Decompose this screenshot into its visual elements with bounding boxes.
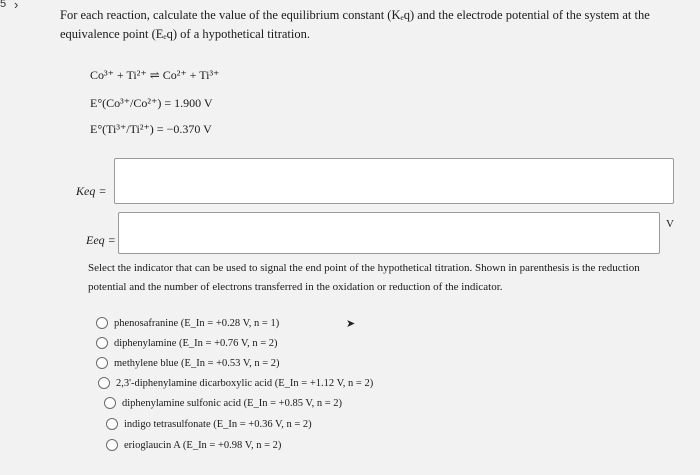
eeq-input[interactable] bbox=[118, 212, 660, 254]
option-label: diphenylamine (E_In = +0.76 V, n = 2) bbox=[114, 337, 278, 349]
option-label: erioglaucin A (E_In = +0.98 V, n = 2) bbox=[124, 439, 282, 451]
option-erioglaucin-a[interactable] bbox=[106, 439, 281, 451]
eeq-unit: V bbox=[666, 218, 674, 230]
eeq-label: Eeq = bbox=[86, 233, 116, 247]
option-label: diphenylamine sulfonic acid (E_In = +0.85 V, n = 2) bbox=[122, 397, 343, 409]
option-label: phenosafranine (E_In = +0.28 V, n = 1) bbox=[114, 317, 280, 329]
chevron-right-icon[interactable]: › bbox=[14, 0, 19, 12]
keq-label: Keq = bbox=[76, 184, 107, 198]
option-diphenylamine-sulfonic-acid[interactable] bbox=[104, 397, 342, 409]
potential-co: E°(Co³⁺/Co²⁺) = 1.900 V bbox=[90, 96, 213, 110]
option-label: indigo tetrasulfonate (E_In = +0.36 V, n = 2) bbox=[124, 418, 312, 430]
radio-button[interactable] bbox=[96, 317, 108, 329]
indicator-prompt: Select the indicator that can be used to signal the end point of the hypothetical titration. Shown in parenthesis is the reduction potential and the number of electrons transferred in the oxidation or reduction of the indicator. bbox=[88, 262, 640, 293]
option-diphenylamine-dicarboxylic-acid[interactable] bbox=[98, 377, 373, 389]
potential-ti: E°(Ti³⁺/Ti²⁺) = −0.370 V bbox=[90, 122, 212, 136]
radio-button[interactable] bbox=[106, 418, 118, 430]
question-text: For each reaction, calculate the value of the equilibrium constant (Kₑq) and the electrode potential of the system at the equivalence point (Eₑq) of a hypothetical titration. bbox=[60, 8, 650, 41]
radio-button[interactable] bbox=[96, 357, 108, 369]
option-indigo-tetrasulfonate[interactable] bbox=[106, 418, 312, 430]
radio-button[interactable] bbox=[106, 439, 118, 451]
option-phenosafranine[interactable] bbox=[96, 317, 279, 329]
option-label: 2,3'-diphenylamine dicarboxylic acid (E_In = +1.12 V, n = 2) bbox=[116, 377, 374, 389]
reaction-equation: Co³⁺ + Ti²⁺ ⇌ Co²⁺ + Ti³⁺ bbox=[90, 68, 220, 82]
option-label: methylene blue (E_In = +0.53 V, n = 2) bbox=[114, 357, 280, 369]
keq-input[interactable] bbox=[114, 158, 674, 204]
radio-button[interactable] bbox=[98, 377, 110, 389]
mouse-cursor-icon: ➤ bbox=[346, 318, 356, 330]
option-diphenylamine[interactable] bbox=[96, 337, 277, 349]
radio-button[interactable] bbox=[96, 337, 108, 349]
option-methylene-blue[interactable] bbox=[96, 357, 280, 369]
question-number: 5 bbox=[0, 0, 7, 10]
radio-button[interactable] bbox=[104, 397, 116, 409]
